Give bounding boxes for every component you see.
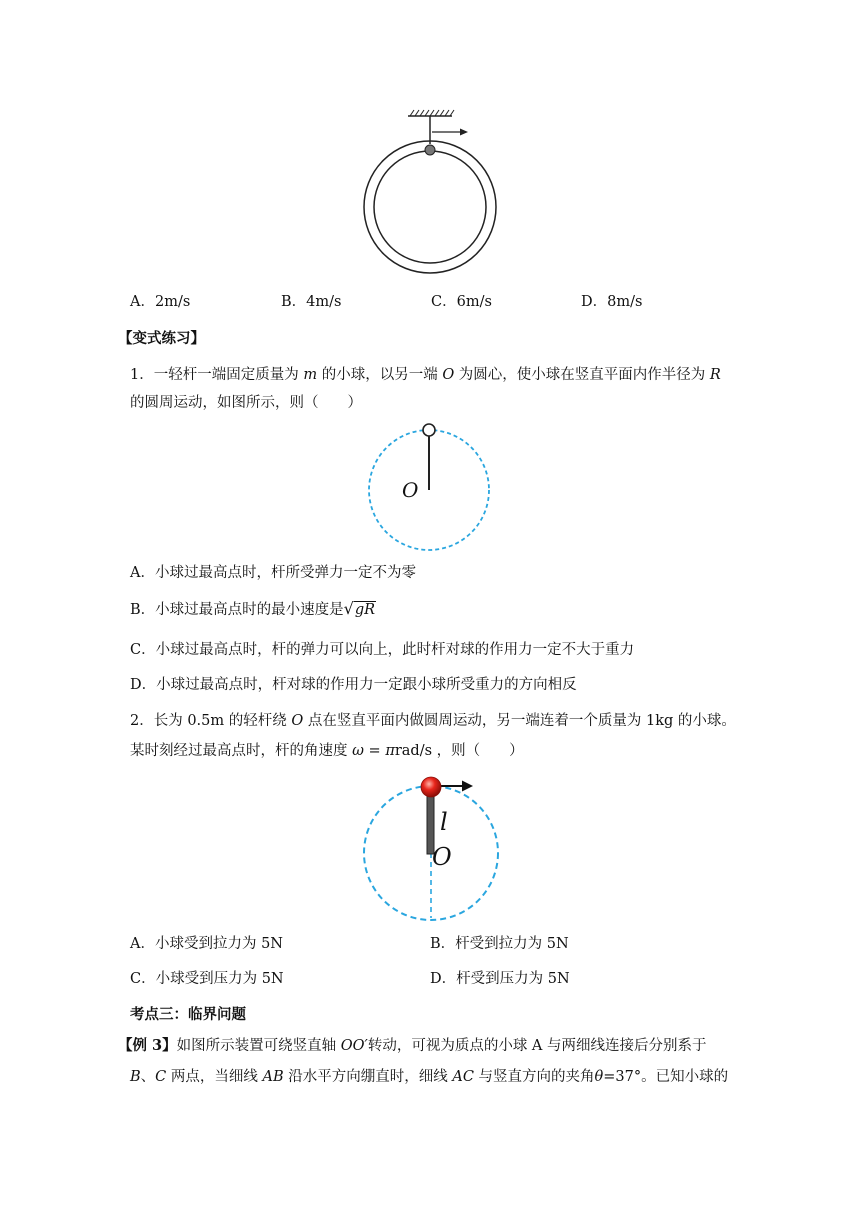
- section-critical-problems: 考点三：临界问题: [130, 1006, 246, 1023]
- q1-var-o: O: [442, 367, 455, 383]
- q1-text: 1．一轻杆一端固定质量为: [130, 367, 304, 383]
- figure-ring-track: [360, 110, 500, 280]
- q2-text: 2．长为 0.5m 的轻杆绕: [130, 713, 292, 729]
- prev-option-b: B．4m/s: [281, 294, 342, 310]
- q1-text: 为圆心，使小球在竖直平面内作半径为: [454, 367, 710, 383]
- q1-text: 的小球，以另一端: [317, 367, 443, 383]
- prev-option-a: A．2m/s: [130, 294, 191, 310]
- q1-option-d: D．小球过最高点时，杆对球的作用力一定跟小球所受重力的方向相反: [130, 677, 577, 693]
- ex3-text: 如图所示装置可绕竖直轴: [176, 1038, 341, 1054]
- q2-option-d: D．杆受到压力为 5N: [430, 971, 570, 987]
- q2-text: 点在竖直平面内做圆周运动，另一端连着一个质量为 1kg 的小球。: [303, 713, 736, 729]
- ex3-label: 【例 3】: [118, 1037, 177, 1054]
- q1-stem-line2: 的圆周运动，如图所示，则（ ）: [130, 395, 362, 411]
- ex3-text: =37°。已知小球的: [603, 1069, 729, 1085]
- fig2-label-o: O: [432, 843, 452, 871]
- q2-var-pi: π: [385, 743, 395, 759]
- prev-option-d: D．8m/s: [581, 294, 643, 310]
- q2-text: =: [363, 743, 386, 759]
- q2-text: rad/s ，则（ ）: [394, 743, 524, 759]
- ex3-line2: [130, 1067, 728, 1087]
- fig2-label-l: l: [440, 808, 448, 836]
- sqrt-symbol: √: [343, 599, 354, 618]
- section-variant-practice: 【变式练习】: [118, 330, 205, 347]
- q2-var-o: O: [291, 713, 304, 729]
- ex3-axis: OO′: [340, 1038, 368, 1054]
- q1-var-r: R: [709, 367, 721, 383]
- q1-option-b-text: B．小球过最高点时的最小速度是: [130, 602, 344, 618]
- q2-text: 某时刻经过最高点时，杆的角速度: [130, 743, 353, 759]
- ex3-text: 转动，可视为质点的小球 A 与两细线连接后分别系于: [367, 1038, 707, 1054]
- q2-var-omega: ω: [352, 743, 364, 759]
- q2-option-b: B．杆受到拉力为 5N: [430, 936, 569, 952]
- q1-option-b-sqrt: gR: [354, 602, 376, 618]
- ex3-line-ab: AB: [262, 1069, 284, 1085]
- q1-option-c: C．小球过最高点时，杆的弹力可以向上，此时杆对球的作用力一定不大于重力: [130, 642, 635, 658]
- ex3-line1: [118, 1036, 707, 1056]
- ex3-text: 沿水平方向绷直时，细线: [283, 1069, 453, 1085]
- ex3-text: 两点，当细线: [166, 1069, 263, 1085]
- ex3-text: 、: [140, 1069, 156, 1085]
- q2-stem-line1: [130, 711, 736, 731]
- q1-option-b: [130, 599, 376, 620]
- ex3-line-ac: AC: [452, 1069, 474, 1085]
- q2-option-c: C．小球受到压力为 5N: [130, 971, 284, 987]
- ex3-point-c: C: [155, 1069, 167, 1085]
- ex3-theta: θ: [594, 1069, 604, 1085]
- ex3-point-b: B: [130, 1069, 141, 1085]
- q2-option-a: A．小球受到拉力为 5N: [130, 936, 283, 952]
- q2-stem-line2: [130, 741, 524, 761]
- q1-option-a: A．小球过最高点时，杆所受弹力一定不为零: [130, 565, 416, 581]
- fig1-label-o: O: [402, 478, 419, 502]
- q1-stem-line1: [130, 365, 721, 385]
- q1-var-m: m: [303, 367, 318, 383]
- ex3-text: 与竖直方向的夹角: [473, 1069, 595, 1085]
- prev-option-c: C．6m/s: [431, 294, 492, 310]
- figure-rod-circle: [362, 418, 498, 550]
